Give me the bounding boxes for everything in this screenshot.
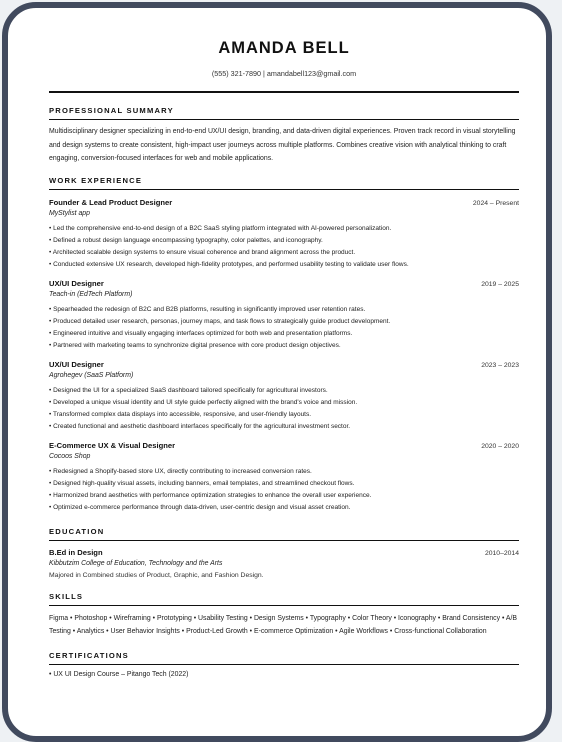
section-divider bbox=[49, 664, 519, 665]
section-title-certifications: CERTIFICATIONS bbox=[49, 650, 129, 660]
job-title: UX/UI Designer bbox=[49, 359, 104, 369]
job-entry bbox=[49, 198, 519, 271]
job-dates: 2019 – 2025 bbox=[481, 280, 519, 288]
job-bullet: • Conducted extensive UX research, developed high-fidelity prototypes, and performed usability testing to validate user flows. bbox=[49, 259, 519, 271]
job-bullet: • Produced detailed user research, personas, journey maps, and task flows to strategically guide product development. bbox=[49, 316, 519, 328]
job-dates: 2024 – Present bbox=[472, 199, 519, 207]
education-entry bbox=[49, 548, 519, 579]
resume-frame bbox=[2, 2, 552, 742]
job-bullets bbox=[49, 223, 519, 271]
job-bullet: • Engineered intuitive and visually engaging interfaces optimized for both web and presentation platforms. bbox=[49, 328, 519, 340]
job-dates: 2023 – 2023 bbox=[481, 361, 519, 369]
section-divider bbox=[49, 119, 519, 120]
job-bullet: • Redesigned a Shopify-based store UX, directly contributing to increased conversion rates. bbox=[49, 466, 519, 478]
section-title-education: EDUCATION bbox=[49, 526, 105, 536]
candidate-name: AMANDA BELL bbox=[218, 39, 350, 57]
school-name: Kibbutzim College of Education, Technology and the Arts bbox=[49, 559, 223, 567]
job-dates: 2020 – 2020 bbox=[481, 442, 519, 450]
job-bullet: • Transformed complex data displays into accessible, responsive, and user-friendly layouts. bbox=[49, 409, 519, 421]
job-bullet: • Designed the UI for a specialized SaaS dashboard tailored specifically for agricultural investors. bbox=[49, 385, 519, 397]
job-company: MyStylist app bbox=[49, 209, 90, 217]
job-bullet: • Defined a robust design language encompassing typography, color palettes, and iconography. bbox=[49, 235, 519, 247]
job-bullet: • Led the comprehensive end-to-end design of a B2C SaaS styling platform integrated with AI-powered personalization. bbox=[49, 223, 519, 235]
degree-title: B.Ed in Design bbox=[49, 547, 103, 557]
resume-page bbox=[49, 30, 519, 678]
section-divider bbox=[49, 540, 519, 541]
job-company: Cocoos Shop bbox=[49, 452, 91, 460]
job-title: UX/UI Designer bbox=[49, 278, 104, 288]
job-entry bbox=[49, 279, 519, 352]
section-divider bbox=[49, 189, 519, 190]
job-title: Founder & Lead Product Designer bbox=[49, 197, 173, 207]
job-bullets bbox=[49, 304, 519, 352]
job-bullet: • Designed high-quality visual assets, including banners, email templates, and streamlined checkout flows. bbox=[49, 478, 519, 490]
certification-item: • UX UI Design Course – Pitango Tech (2022) bbox=[49, 671, 519, 678]
job-bullet: • Harmonized brand aesthetics with performance optimization strategies to enhance the overall user experience. bbox=[49, 490, 519, 502]
job-bullet: • Optimized e-commerce performance through data-driven, user-centric design and visual asset creation. bbox=[49, 502, 519, 514]
job-bullet: • Created functional and aesthetic dashboard interfaces specifically for the agricultural investment sector. bbox=[49, 421, 519, 433]
section-title-skills: SKILLS bbox=[49, 591, 84, 601]
header-divider bbox=[49, 91, 519, 93]
job-title: E-Commerce UX & Visual Designer bbox=[49, 440, 176, 450]
job-bullet: • Developed a unique visual identity and UI style guide perfectly aligned with the brand's voice and mission. bbox=[49, 397, 519, 409]
job-bullet: • Spearheaded the redesign of B2C and B2B platforms, resulting in significantly improved user retention rates. bbox=[49, 304, 519, 316]
job-entry bbox=[49, 360, 519, 433]
job-bullet: • Partnered with marketing teams to synchronize digital presence with core product design objectives. bbox=[49, 340, 519, 352]
job-company: Agrohegev (SaaS Platform) bbox=[49, 371, 134, 379]
job-bullets bbox=[49, 385, 519, 433]
education-dates: 2010–2014 bbox=[484, 549, 519, 557]
summary-text: Multidisciplinary designer specializing in end-to-end UX/UI design, branding, and data-driven digital experiences. Proven track record in visual storytelling and design systems to create consistent, high-impact user journeys across multiple platforms. Combines creative vision with analytical thinking to craft engaging, conversion-focused interfaces for web and mobile applications. bbox=[49, 128, 516, 162]
section-title-experience: WORK EXPERIENCE bbox=[49, 175, 143, 185]
section-title-summary: PROFESSIONAL SUMMARY bbox=[49, 106, 174, 115]
section-divider bbox=[49, 605, 519, 606]
job-entry bbox=[49, 441, 519, 514]
job-bullets bbox=[49, 466, 519, 514]
job-company: Teach-in (EdTech Platform) bbox=[49, 290, 133, 298]
contact-line: (555) 321-7890 | amandabell123@gmail.com bbox=[211, 69, 357, 78]
job-bullet: • Architected scalable design systems to ensure visual coherence and brand alignment across the product. bbox=[49, 247, 519, 259]
education-note: Majored in Combined studies of Product, Graphic, and Fashion Design. bbox=[49, 571, 264, 579]
skills-list: Figma • Photoshop • Wireframing • Prototyping • Usability Testing • Design Systems • Typography • Color Theory • Iconography • Brand Consistency • A/B Testing • Analytics • User Behavior Insights • Product-Led Growth • E-commerce Optimization • Agile Workflows • Cross-functional Collaboration bbox=[49, 614, 518, 635]
